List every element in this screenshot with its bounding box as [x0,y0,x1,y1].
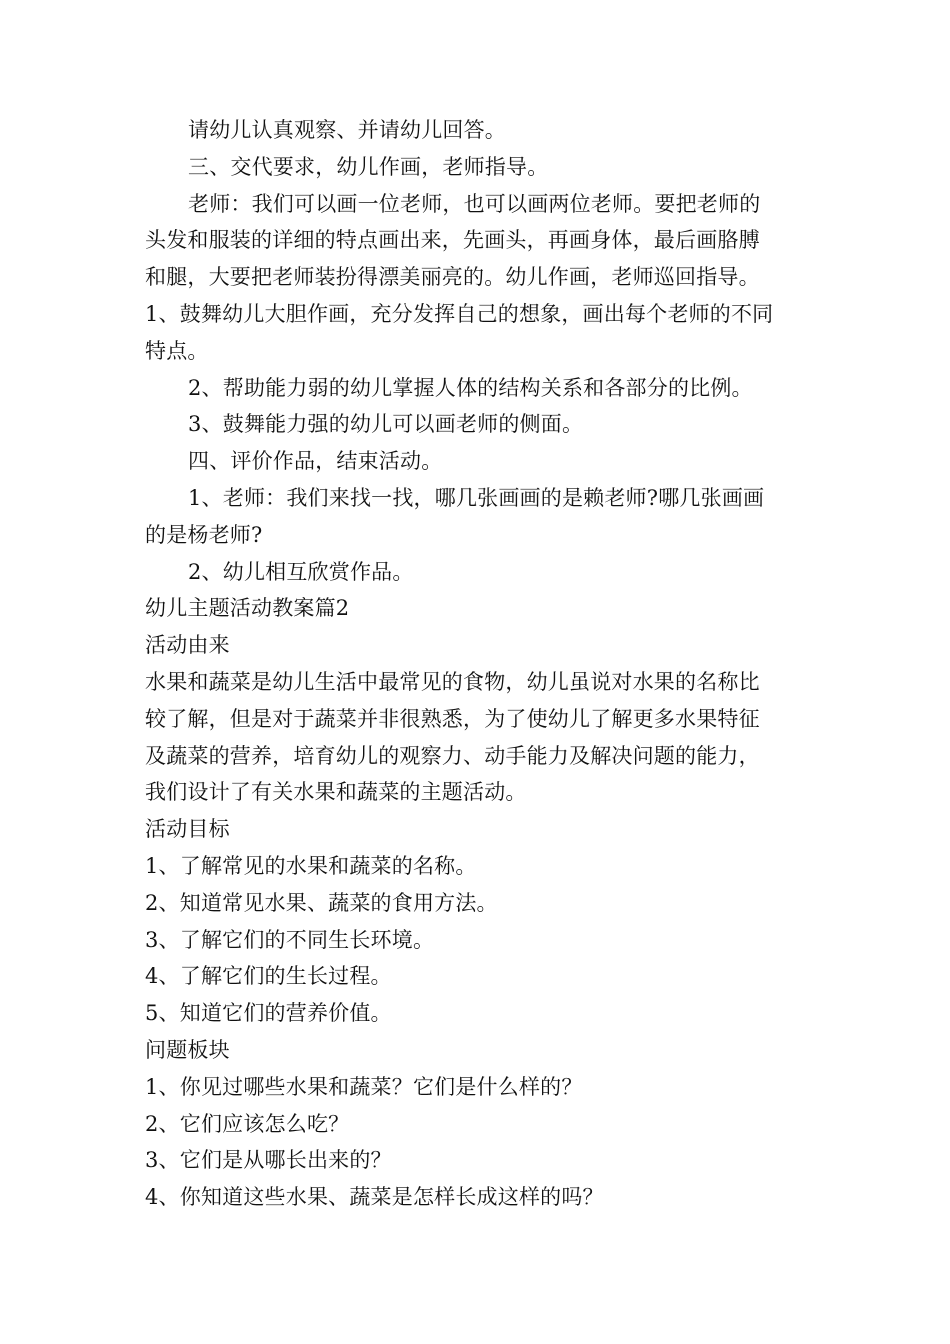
list-item: 1、了解常见的水果和蔬菜的名称。 [145,853,477,878]
list-item: 5、知道它们的营养价值。 [145,1001,392,1026]
paragraph-line: 老师：我们可以画一位老师，也可以画两位老师。要把老师的 [188,191,761,216]
list-item: 2、知道常见水果、蔬菜的食用方法。 [145,890,498,915]
section-heading: 活动目标 [145,817,230,842]
list-item: 2、它们应该怎么吃？ [145,1111,350,1136]
paragraph-line: 我们设计了有关水果和蔬菜的主题活动。 [145,780,527,805]
document-body [145,112,825,1216]
list-item: 4、你知道这些水果、蔬菜是怎样长成这样的吗？ [145,1185,604,1210]
paragraph-line: 水果和蔬菜是幼儿生活中最常见的食物，幼儿虽说对水果的名称比 [145,669,760,694]
section-heading: 问题板块 [145,1037,230,1062]
list-item: 1、老师：我们来找一找，哪几张画画的是赖老师?哪几张画画 [188,485,765,510]
list-item: 3、了解它们的不同生长环境。 [145,927,435,952]
paragraph-line: 和腿，大要把老师装扮得漂美丽亮的。幼儿作画，老师巡回指导。 [145,265,760,290]
list-item: 3、鼓舞能力强的幼儿可以画老师的侧面。 [188,412,584,437]
paragraph-line: 较了解，但是对于蔬菜并非很熟悉，为了使幼儿了解更多水果特征 [145,706,760,731]
paragraph-line: 特点。 [145,338,209,363]
list-item: 1、你见过哪些水果和蔬菜？它们是什么样的？ [145,1074,583,1099]
section-heading: 活动由来 [145,633,230,658]
section-heading: 三、交代要求，幼儿作画，老师指导。 [188,154,549,179]
list-item: 1、鼓舞幼儿大胆作画，充分发挥自己的想象，画出每个老师的不同 [145,301,774,326]
paragraph-line: 的是杨老师? [145,522,263,547]
paragraph-line: 请幼儿认真观察、并请幼儿回答。 [188,118,506,142]
list-item: 2、幼儿相互欣赏作品。 [188,559,414,584]
list-item: 2、帮助能力弱的幼儿掌握人体的结构关系和各部分的比例。 [188,375,753,400]
list-item: 3、它们是从哪长出来的？ [145,1148,392,1173]
list-item: 4、了解它们的生长过程。 [145,964,392,989]
paragraph-line: 头发和服装的详细的特点画出来，先画头，再画身体，最后画胳膊 [145,228,760,253]
section-heading: 四、评价作品，结束活动。 [188,449,443,474]
article-title: 幼儿主题活动教案篇2 [145,596,350,621]
paragraph-line: 及蔬菜的营养，培育幼儿的观察力、动手能力及解决问题的能力， [145,743,760,768]
